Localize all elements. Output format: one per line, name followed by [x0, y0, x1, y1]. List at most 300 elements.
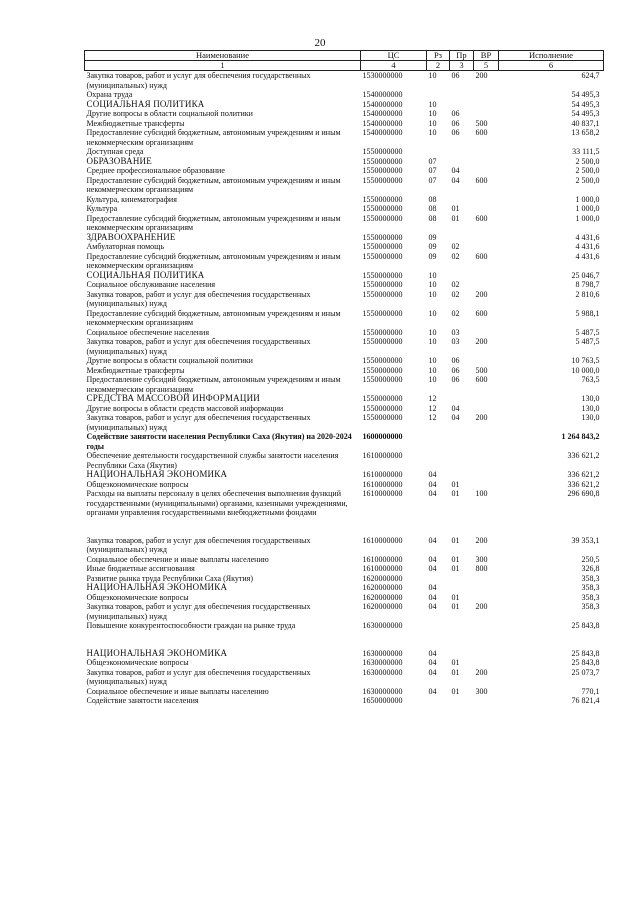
cell-value: 33 111,5	[572, 147, 600, 156]
cell-rz: 12	[428, 394, 437, 403]
cell-cs: 1610000000	[362, 535, 403, 545]
table-row	[85, 147, 604, 157]
cell-name: Расходы на выплаты персоналу в целях обеспечения выполнения функций государственными (муниципальными) органами, казенными учреждениями, органами управления государственными внебюджетными фондами	[86, 489, 348, 517]
cell-vr: 200	[475, 535, 488, 545]
table-row	[85, 432, 604, 451]
cell-value: 5 988,1	[575, 308, 600, 318]
table-row	[85, 555, 604, 565]
cell-rz	[427, 90, 450, 100]
spacer-cell	[474, 518, 499, 536]
cell-cs: 1650000000	[362, 696, 403, 705]
cell-cs: 1610000000	[362, 479, 403, 489]
table-row	[85, 375, 604, 394]
cell-rz: 04	[428, 470, 437, 479]
spacer-cell	[499, 631, 604, 649]
spacer-cell	[499, 518, 604, 536]
spacer-cell	[361, 518, 427, 536]
table-row	[85, 157, 604, 167]
cell-rz	[427, 621, 450, 631]
cell-pr	[450, 157, 474, 167]
cell-rz: 12	[428, 413, 437, 422]
cell-pr	[450, 574, 474, 584]
cell-vr: 200	[475, 413, 488, 422]
cell-value: 5 487,5	[575, 327, 600, 337]
cell-vr: 600	[475, 175, 488, 185]
header-num-vr: 5	[474, 61, 499, 71]
cell-name: СОЦИАЛЬНАЯ ПОЛИТИКА	[86, 98, 205, 109]
cell-name: Предоставление субсидий бюджетным, автономным учреждениям и иным некоммерческим организациям	[86, 308, 341, 327]
cell-value: 25 046,7	[571, 270, 600, 280]
table-row	[85, 696, 604, 706]
spacer-cell	[361, 631, 427, 649]
cell-rz	[427, 696, 450, 706]
cell-vr: 600	[475, 251, 488, 261]
cell-name: Социальное обеспечение и иные выплаты населению	[86, 686, 269, 696]
cell-vr	[474, 621, 499, 631]
cell-cs: 1610000000	[362, 554, 403, 564]
cell-vr	[474, 593, 499, 603]
spacer-cell	[427, 518, 450, 536]
cell-vr	[474, 356, 499, 366]
cell-value: 54 495,3	[571, 99, 600, 109]
cell-name: Социальное обслуживание населения	[86, 280, 216, 289]
table-row	[85, 176, 604, 195]
table-row	[85, 536, 604, 555]
cell-rz: 10	[428, 99, 437, 109]
cell-rz: 09	[428, 251, 437, 261]
cell-name: Закупка товаров, работ и услуг для обеспечения государственных (муниципальных) нужд	[86, 71, 311, 90]
cell-rz: 04	[428, 479, 437, 489]
table-row	[85, 128, 604, 147]
cell-pr	[450, 90, 474, 100]
cell-rz: 08	[428, 213, 437, 223]
budget-table	[84, 50, 604, 706]
table-row	[85, 621, 604, 631]
cell-rz: 04	[428, 592, 437, 602]
table-row	[85, 195, 604, 205]
table-row	[85, 280, 604, 290]
cell-name: НАЦИОНАЛЬНАЯ ЭКОНОМИКА	[86, 582, 228, 592]
cell-rz: 10	[428, 356, 437, 365]
cell-vr	[474, 233, 499, 243]
cell-value: 54 495,3	[571, 109, 600, 118]
cell-cs: 1550000000	[362, 356, 403, 365]
cell-name: Предоставление субсидий бюджетным, автономным учреждениям и иным некоммерческим организациям	[86, 375, 341, 394]
cell-value: 1 000,0	[575, 194, 600, 204]
cell-name: Общеэкономические вопросы	[86, 479, 189, 489]
cell-rz: 10	[428, 280, 437, 289]
cell-pr: 01	[451, 535, 460, 545]
cell-rz: 04	[428, 686, 437, 696]
cell-name: Другие вопросы в области социальной политики	[86, 356, 253, 365]
cell-rz: 04	[428, 667, 437, 677]
cell-name: Предоставление субсидий бюджетным, автономным учреждениям и иным некоммерческим организациям	[86, 251, 341, 270]
table-row	[85, 404, 604, 414]
cell-rz: 10	[428, 308, 437, 318]
cell-name: Закупка товаров, работ и услуг для обеспечения государственных (муниципальных) нужд	[86, 667, 311, 686]
cell-rz: 07	[428, 156, 437, 166]
cell-rz: 08	[428, 204, 437, 213]
cell-cs: 1550000000	[362, 365, 403, 375]
cell-pr	[450, 621, 474, 631]
cell-cs: 1630000000	[362, 686, 403, 696]
table-row	[85, 366, 604, 376]
cell-cs: 1550000000	[362, 213, 403, 223]
table-row	[85, 658, 604, 668]
table-row	[85, 100, 604, 110]
cell-name: Культура, кинематография	[86, 194, 177, 204]
table-row	[85, 328, 604, 338]
cell-rz: 10	[428, 375, 437, 384]
cell-value: 1 264 843,2	[561, 432, 600, 441]
cell-vr: 600	[475, 308, 488, 318]
cell-value: 130,0	[581, 403, 600, 413]
cell-rz: 10	[428, 270, 437, 280]
cell-pr: 06	[451, 365, 460, 375]
cell-name: Социальное обеспечение и иные выплаты населению	[86, 554, 269, 564]
cell-name: Межбюджетные трансферты	[86, 118, 185, 128]
cell-rz: 04	[428, 602, 437, 611]
header-value: Исполнение	[499, 51, 604, 61]
cell-pr: 01	[451, 479, 460, 489]
cell-name: Культура	[86, 204, 118, 213]
cell-value: 4 431,6	[575, 251, 600, 261]
cell-pr	[450, 394, 474, 404]
table-row	[85, 166, 604, 176]
cell-rz: 04	[428, 648, 437, 658]
cell-pr: 06	[451, 71, 460, 80]
spacer-cell	[85, 631, 361, 649]
cell-cs: 1550000000	[362, 242, 403, 251]
cell-rz: 04	[428, 583, 437, 592]
cell-value: 336 621,2	[567, 479, 600, 489]
header-name: Наименование	[85, 51, 361, 61]
cell-pr: 01	[451, 667, 460, 677]
cell-cs: 1550000000	[362, 194, 403, 204]
cell-pr	[450, 470, 474, 480]
cell-pr: 06	[451, 118, 460, 128]
cell-rz: 10	[428, 365, 437, 375]
header-num-name: 1	[85, 61, 361, 71]
cell-pr: 01	[451, 204, 460, 213]
cell-rz	[427, 451, 450, 470]
cell-value: 2 500,0	[575, 175, 600, 185]
header-cs: ЦС	[361, 51, 427, 61]
cell-name: Предоставление субсидий бюджетным, автономным учреждениям и иным некоммерческим организациям	[86, 175, 341, 194]
header-rz: Рз	[427, 51, 450, 61]
cell-vr	[474, 90, 499, 100]
cell-vr	[474, 451, 499, 470]
cell-cs: 1550000000	[362, 204, 403, 213]
cell-cs: 1630000000	[362, 658, 403, 667]
cell-vr	[474, 280, 499, 290]
cell-vr: 200	[475, 602, 488, 611]
table-row	[85, 214, 604, 233]
cell-vr	[474, 157, 499, 167]
table-row	[85, 602, 604, 621]
table-row	[85, 309, 604, 328]
cell-cs: 1630000000	[362, 667, 403, 677]
cell-name: Другие вопросы в области социальной политики	[86, 109, 253, 118]
header-pr: Пр	[450, 51, 474, 61]
cell-vr: 200	[475, 289, 488, 299]
cell-cs: 1550000000	[362, 166, 403, 175]
cell-value: 296 690,8	[567, 489, 600, 498]
cell-name: СРЕДСТВА МАССОВОЙ ИНФОРМАЦИИ	[86, 393, 260, 403]
cell-name: СОЦИАЛЬНАЯ ПОЛИТИКА	[86, 269, 205, 280]
table-row	[85, 71, 604, 91]
cell-value: 8 798,7	[575, 280, 600, 289]
cell-name: Повышение конкурентоспособности граждан на рынке труда	[86, 621, 296, 630]
cell-name: Закупка товаров, работ и услуг для обеспечения государственных (муниципальных) нужд	[86, 602, 311, 621]
cell-name: ЗДРАВООХРАНЕНИЕ	[86, 231, 176, 242]
cell-rz: 10	[428, 71, 437, 80]
cell-cs: 1620000000	[362, 583, 403, 592]
cell-vr	[474, 394, 499, 404]
cell-rz: 10	[428, 128, 437, 137]
spacer-cell	[85, 518, 361, 536]
cell-value: 326,8	[581, 564, 600, 573]
cell-cs: 1530000000	[362, 71, 403, 80]
cell-cs: 1540000000	[362, 128, 403, 137]
table-row	[85, 593, 604, 603]
cell-pr: 02	[451, 242, 460, 251]
table-body	[85, 71, 604, 706]
table-row	[85, 242, 604, 252]
cell-value: 763,5	[581, 375, 600, 384]
cell-rz: 12	[428, 403, 437, 413]
cell-cs: 1540000000	[362, 118, 403, 128]
cell-vr: 100	[475, 489, 488, 498]
table-row	[85, 290, 604, 309]
table-row	[85, 687, 604, 697]
cell-value: 358,3	[581, 602, 600, 611]
cell-vr	[474, 147, 499, 157]
cell-pr: 01	[451, 213, 460, 223]
cell-value: 76 821,4	[571, 696, 600, 705]
table-row	[85, 489, 604, 518]
cell-name: Общеэкономические вопросы	[86, 592, 189, 602]
table-row	[85, 109, 604, 119]
cell-cs: 1550000000	[362, 413, 403, 422]
cell-vr: 500	[475, 118, 488, 128]
table-row	[85, 668, 604, 687]
cell-cs: 1630000000	[362, 648, 403, 658]
table-row	[85, 451, 604, 470]
cell-name: Закупка товаров, работ и услуг для обеспечения государственных (муниципальных) нужд	[86, 535, 311, 554]
cell-rz: 07	[428, 166, 437, 175]
cell-cs: 1550000000	[362, 280, 403, 289]
cell-vr	[474, 696, 499, 706]
spacer-cell	[474, 631, 499, 649]
cell-rz: 04	[428, 489, 437, 498]
cell-rz: 10	[428, 337, 437, 346]
table-row	[85, 233, 604, 243]
cell-value: 25 073,7	[571, 667, 600, 677]
cell-pr: 01	[451, 489, 460, 498]
cell-pr: 02	[451, 251, 460, 261]
table-row	[85, 337, 604, 356]
table-row	[85, 649, 604, 659]
cell-rz	[427, 147, 450, 157]
header-num-rz: 2	[427, 61, 450, 71]
table-row	[85, 413, 604, 432]
cell-name: НАЦИОНАЛЬНАЯ ЭКОНОМИКА	[86, 469, 228, 479]
cell-cs: 1550000000	[362, 175, 403, 185]
cell-cs: 1620000000	[362, 573, 403, 583]
cell-value: 25 843,8	[571, 658, 600, 667]
cell-vr	[474, 109, 499, 119]
cell-name: НАЦИОНАЛЬНАЯ ЭКОНОМИКА	[86, 647, 228, 658]
cell-pr	[450, 233, 474, 243]
cell-vr: 600	[475, 128, 488, 137]
cell-vr: 200	[475, 667, 488, 677]
cell-pr: 01	[451, 592, 460, 602]
spacer-cell	[450, 631, 474, 649]
cell-rz: 04	[428, 658, 437, 667]
table-row	[85, 356, 604, 366]
cell-pr	[450, 451, 474, 470]
cell-cs: 1600000000	[362, 432, 403, 441]
cell-cs: 1550000000	[362, 403, 403, 413]
cell-pr	[450, 583, 474, 593]
cell-value: 250,5	[581, 554, 600, 564]
cell-pr: 04	[451, 166, 460, 175]
cell-vr: 600	[475, 375, 488, 384]
cell-value: 5 487,5	[575, 337, 600, 346]
cell-pr: 03	[451, 337, 460, 346]
cell-vr	[474, 432, 499, 451]
cell-vr	[474, 574, 499, 584]
cell-value: 358,3	[581, 573, 600, 583]
cell-value: 13 658,2	[571, 128, 600, 137]
cell-value: 130,0	[581, 394, 600, 403]
cell-rz: 09	[428, 242, 437, 251]
header-num-value: 6	[499, 61, 604, 71]
cell-rz: 04	[428, 564, 437, 573]
cell-value: 10 763,5	[571, 356, 600, 365]
cell-vr: 500	[475, 365, 488, 375]
cell-rz: 10	[428, 289, 437, 299]
cell-cs: 1540000000	[362, 109, 403, 118]
cell-name: Содействие занятости населения Республики Саха (Якутия) на 2020-2024 годы	[86, 432, 352, 451]
cell-pr: 06	[451, 109, 460, 118]
cell-cs: 1610000000	[362, 451, 403, 460]
cell-pr: 01	[451, 602, 460, 611]
cell-rz: 09	[428, 232, 437, 242]
cell-rz: 07	[428, 175, 437, 185]
cell-pr	[450, 696, 474, 706]
cell-value: 54 495,3	[571, 90, 600, 99]
cell-value: 130,0	[581, 413, 600, 422]
cell-name: Развитие рынка труда Республики Саха (Якутия)	[86, 573, 253, 583]
cell-vr	[474, 204, 499, 214]
cell-cs: 1550000000	[362, 156, 403, 166]
cell-value: 25 843,8	[571, 621, 600, 630]
cell-name: Содействие занятости населения	[86, 696, 199, 705]
table-row	[85, 470, 604, 480]
cell-vr	[474, 583, 499, 593]
cell-name: Закупка товаров, работ и услуг для обеспечения государственных (муниципальных) нужд	[86, 413, 311, 432]
cell-name: Закупка товаров, работ и услуг для обеспечения государственных (муниципальных) нужд	[86, 337, 311, 356]
cell-name: Амбулаторная помощь	[86, 242, 164, 251]
cell-vr	[474, 328, 499, 338]
spacer-cell	[450, 518, 474, 536]
cell-cs: 1550000000	[362, 289, 403, 299]
cell-rz: 04	[428, 554, 437, 564]
cell-rz: 08	[428, 194, 437, 204]
cell-cs: 1620000000	[362, 592, 403, 602]
cell-vr: 800	[475, 564, 488, 573]
cell-value: 358,3	[581, 592, 600, 602]
cell-rz: 10	[428, 327, 437, 337]
cell-cs: 1630000000	[362, 621, 403, 630]
cell-pr	[450, 271, 474, 281]
cell-value: 336 621,2	[567, 451, 600, 460]
cell-value: 1 000,0	[575, 204, 600, 213]
cell-rz: 10	[428, 109, 437, 118]
cell-value: 10 000,0	[571, 365, 600, 375]
cell-name: Обеспечение деятельности государственной службы занятости населения Республики Саха (Якутия)	[86, 451, 339, 470]
table-row	[85, 119, 604, 129]
table-row	[85, 394, 604, 404]
cell-name: ОБРАЗОВАНИЕ	[86, 155, 152, 166]
cell-value: 4 431,6	[575, 242, 600, 251]
cell-cs: 1610000000	[362, 489, 403, 498]
cell-pr: 06	[451, 128, 460, 137]
cell-cs: 1550000000	[362, 232, 403, 242]
cell-name: Предоставление субсидий бюджетным, автономным учреждениям и иным некоммерческим организациям	[86, 128, 341, 147]
cell-pr: 04	[451, 413, 460, 422]
table-row	[85, 480, 604, 490]
table-row	[85, 564, 604, 574]
table-row	[85, 252, 604, 271]
row-spacer	[85, 631, 604, 649]
cell-name: Социальное обеспечение населения	[86, 327, 209, 337]
cell-value: 1 000,0	[575, 213, 600, 223]
cell-pr: 02	[451, 280, 460, 289]
cell-vr	[474, 242, 499, 252]
cell-vr: 300	[475, 554, 488, 564]
cell-pr	[450, 147, 474, 157]
spacer-cell	[427, 631, 450, 649]
table-row	[85, 583, 604, 593]
cell-cs: 1620000000	[362, 602, 403, 611]
cell-rz	[427, 432, 450, 451]
cell-vr	[474, 658, 499, 668]
cell-value: 4 431,6	[575, 232, 600, 242]
cell-pr	[450, 649, 474, 659]
cell-rz: 04	[428, 535, 437, 545]
cell-value: 624,7	[581, 71, 600, 80]
cell-pr	[450, 100, 474, 110]
cell-vr	[474, 195, 499, 205]
cell-pr: 02	[451, 289, 460, 299]
cell-value: 39 353,1	[571, 535, 600, 545]
header-number-row	[85, 61, 604, 71]
cell-pr: 01	[451, 554, 460, 564]
cell-vr	[474, 470, 499, 480]
cell-pr	[450, 195, 474, 205]
cell-cs: 1540000000	[362, 99, 403, 109]
cell-name: Предоставление субсидий бюджетным, автономным учреждениям и иным некоммерческим организациям	[86, 213, 341, 232]
cell-name: Межбюджетные трансферты	[86, 365, 185, 375]
header-num-cs: 4	[361, 61, 427, 71]
cell-pr: 06	[451, 375, 460, 384]
cell-pr: 02	[451, 308, 460, 318]
cell-value: 770,1	[581, 686, 600, 696]
cell-cs: 1550000000	[362, 270, 403, 280]
